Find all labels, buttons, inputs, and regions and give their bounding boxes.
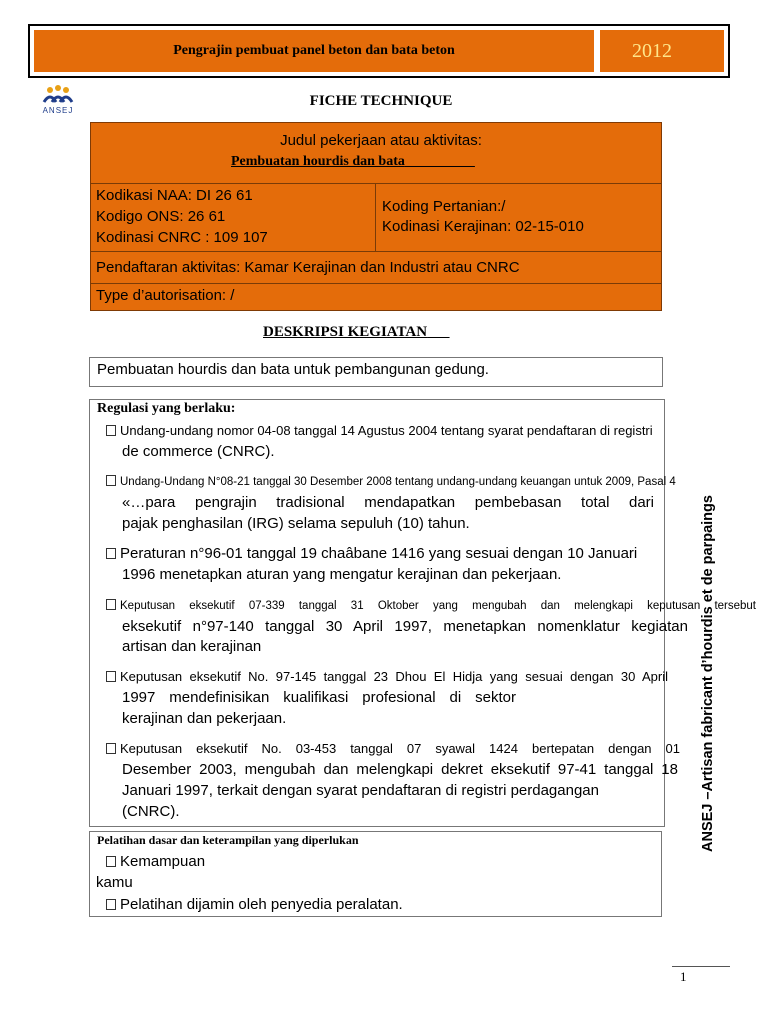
training-item-2: kamu [96,874,133,891]
regulation-item-6-line-2: Desember 2003, mengubah dan melengkapi dekret eksekutif 97-41 tanggal 18 [122,761,678,778]
regulations-title: Regulasi yang berlaku: [97,401,236,416]
regulation-item-1-line-2: de commerce (CNRC). [122,443,275,460]
job-heading: Judul pekerjaan atau aktivitas: [280,132,482,149]
regulation-item-2-line-1: Undang-Undang N°08-21 tanggal 30 Desember 2008 tentang undang-undang keuangan untuk 2009, Pasal 4 [106,472,676,492]
description-text: Pembuatan hourdis dan bata untuk pembangunan gedung. [97,361,489,378]
checkbox-icon [106,599,116,610]
registration-text: Pendaftaran aktivitas: Kamar Kerajinan dan Industri atau CNRC [96,259,520,276]
table-divider [375,183,376,251]
training-item-1: Kemampuan [106,852,205,872]
footer-line [672,966,730,967]
checkbox-icon [106,743,116,754]
side-text: ANSEJ –Artisan fabricant d’hourdis et de parpaings [700,495,716,852]
table-divider [91,251,661,252]
code-cnrc: Kodinasi CNRC : 109 107 [96,229,268,246]
table-divider [91,183,661,184]
checkbox-icon [106,475,116,486]
fiche-title: FICHE TECHNIQUE [309,93,453,109]
logo-text: ANSEJ [42,106,74,115]
regulation-item-4-line-1: Keputusan eksekutif 07-339 tanggal 31 Oktober yang mengubah dan melengkapi keputusan tersebut [106,596,756,616]
authorization-text: Type d’autorisation: / [96,287,235,304]
header-title: Pengrajin pembuat panel beton dan bata beton [173,43,455,58]
regulation-item-4-line-2: eksekutif n°97-140 tanggal 30 April 1997, menetapkan nomenklatur kegiatan [122,618,688,635]
side-text-container [698,460,718,852]
training-title: Pelatihan dasar dan keterampilan yang diperlukan [97,833,359,847]
checkbox-icon [106,899,116,910]
code-naa: Kodikasi NAA: DI 26 61 [96,187,253,204]
page-number: 1 [680,969,687,984]
description-title: DESKRIPSI KEGIATAN [263,324,428,340]
regulation-item-1-line-1: Undang-undang nomor 04-08 tanggal 14 Agustus 2004 tentang syarat pendaftaran di registri [106,421,653,441]
checkbox-icon [106,856,116,867]
code-pertanian: Koding Pertanian:/ [382,198,506,215]
regulation-item-6-line-1: Keputusan eksekutif No. 03-453 tanggal 07 syawal 1424 bertepatan dengan 01 [106,739,680,759]
regulation-item-4-line-3: artisan dan kerajinan [122,638,262,655]
code-kerajinan: Kodinasi Kerajinan: 02-15-010 [382,218,584,235]
table-divider [91,283,661,284]
regulation-item-6-line-4: (CNRC). [122,803,180,820]
regulation-item-3-line-2: 1996 menetapkan aturan yang mengatur kerajinan dan pekerjaan. [122,566,562,583]
regulation-item-2-line-3: pajak penghasilan (IRG) selama sepuluh (10) tahun. [122,515,470,532]
checkbox-icon [106,425,116,436]
job-name: Pembuatan hourdis dan bata [231,154,405,169]
checkbox-icon [106,548,116,559]
checkbox-icon [106,671,116,682]
regulation-item-5-line-1: Keputusan eksekutif No. 97-145 tanggal 23 Dhou El Hidja yang sesuai dengan 30 April [106,667,668,687]
regulation-item-5-line-3: kerajinan dan pekerjaan. [122,710,287,727]
regulation-item-6-line-3: Januari 1997, terkait dengan syarat pendaftaran di registri perdagangan [122,782,599,799]
code-ons: Kodigo ONS: 26 61 [96,208,226,225]
regulation-item-3-line-1: Peraturan n°96-01 tanggal 19 chaâbane 1416 yang sesuai dengan 10 Januari [106,544,637,564]
regulation-item-5-line-2: 1997 mendefinisikan kualifikasi profesional di sektor [122,689,516,706]
training-item-3: Pelatihan dijamin oleh penyedia peralatan. [106,895,403,915]
header-year: 2012 [632,40,672,62]
regulation-item-2-line-2: «…para pengrajin tradisional mendapatkan pembebasan total dari [122,494,654,511]
